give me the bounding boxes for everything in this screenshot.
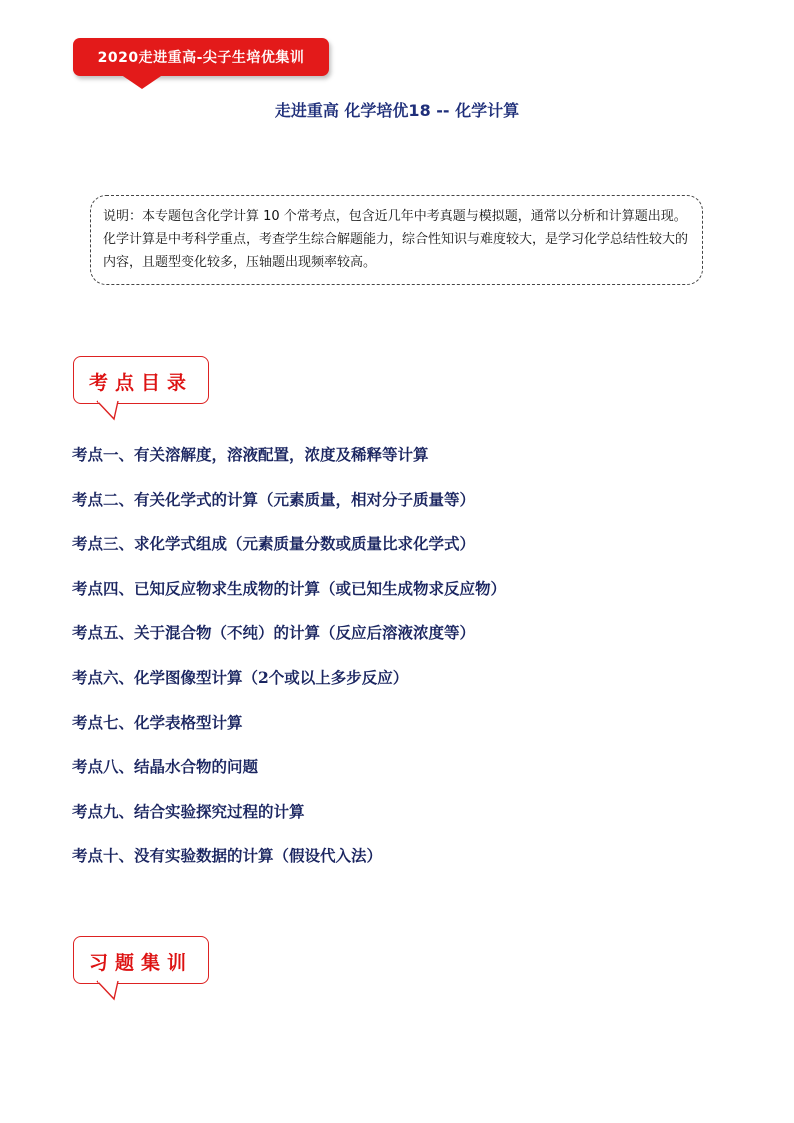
- toc-item[interactable]: 考点六、化学图像型计算（2个或以上多步反应）: [72, 667, 409, 687]
- toc-list: [72, 444, 506, 890]
- toc-item[interactable]: 考点十、没有实验数据的计算（假设代入法）: [72, 846, 383, 866]
- toc-item[interactable]: 考点四、已知反应物求生成物的计算（或已知生成物求反应物）: [72, 578, 507, 598]
- toc-item[interactable]: 考点八、结晶水合物的问题: [72, 757, 259, 777]
- header-banner: [73, 38, 329, 76]
- intro-text: 说明：本专题包含化学计算 10 个常考点，包含近几年中考真题与模拟题，通常以分析和计算题出现。化学计算是中考科学重点，考查学生综合解题能力，综合性知识与难度较大，是学习化学总结性较大的内容，且题型变化较多，压轴题出现频率较高。: [103, 209, 689, 270]
- toc-callout-tail: [96, 401, 126, 431]
- toc-heading: 考点目录: [88, 372, 193, 394]
- intro-note-box: [90, 195, 703, 285]
- banner-pointer: [120, 74, 164, 89]
- exercise-heading: 习题集训: [88, 952, 193, 974]
- toc-item[interactable]: 考点九、结合实验探究过程的计算: [72, 801, 305, 821]
- exercise-heading-callout: [73, 936, 209, 984]
- toc-heading-callout: [73, 356, 209, 404]
- toc-item[interactable]: 考点二、有关化学式的计算（元素质量，相对分子质量等）: [72, 489, 476, 509]
- exercise-callout-tail: [96, 981, 126, 1011]
- toc-item[interactable]: 考点七、化学表格型计算: [72, 712, 243, 732]
- toc-item[interactable]: 考点三、求化学式组成（元素质量分数或质量比求化学式）: [72, 534, 476, 554]
- toc-item[interactable]: 考点一、有关溶解度，溶液配置，浓度及稀释等计算: [72, 445, 429, 464]
- banner-label: 2020走进重高-尖子生培优集训: [97, 50, 305, 66]
- document-title: 走进重高 化学培优18 -- 化学计算: [274, 101, 520, 120]
- toc-item[interactable]: 考点五、关于混合物（不纯）的计算（反应后溶液浓度等）: [72, 623, 476, 643]
